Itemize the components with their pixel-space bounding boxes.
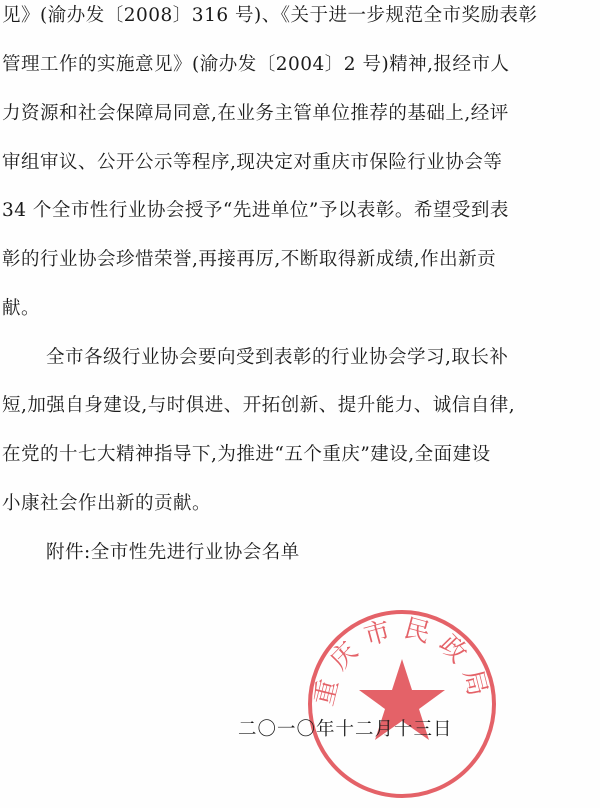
paragraph-line-3: 力资源和社会保障局同意,在业务主管单位推荐的基础上,经评 — [2, 103, 509, 124]
paragraph-line-7: 献。 — [2, 298, 41, 319]
seal-text: 重庆市民政局 — [309, 613, 495, 709]
paragraph-line-5: 34 个全市性行业协会授予“先进单位”予以表彰。希望受到表 — [2, 200, 509, 221]
paragraph-line-10: 在党的十七大精神指导下,为推进“五个重庆”建设,全面建设 — [2, 444, 491, 465]
attachment-line: 附件:全市性先进行业协会名单 — [46, 542, 300, 563]
paragraph-line-9: 短,加强自身建设,与时俱进、开拓创新、提升能力、诚信自律, — [2, 395, 516, 416]
paragraph-line-1: 见》(渝办发〔2008〕316 号)、《关于进一步规范全市奖励表彰 — [2, 5, 538, 26]
paragraph-line-2: 管理工作的实施意见》(渝办发〔2004〕2 号)精神,报经市人 — [2, 54, 510, 75]
paragraph-line-11: 小康社会作出新的贡献。 — [2, 493, 212, 514]
paragraph-line-8: 全市各级行业协会要向受到表彰的行业协会学习,取长补 — [46, 347, 509, 368]
document-date: 二〇一〇年十二月十三日 — [238, 719, 453, 740]
paragraph-line-4: 审组审议、公开公示等程序,现决定对重庆市保险行业协会等 — [2, 152, 503, 173]
paragraph-line-6: 彰的行业协会珍惜荣誉,再接再厉,不断取得新成绩,作出新贡 — [2, 249, 497, 270]
official-seal-stamp — [302, 604, 502, 804]
